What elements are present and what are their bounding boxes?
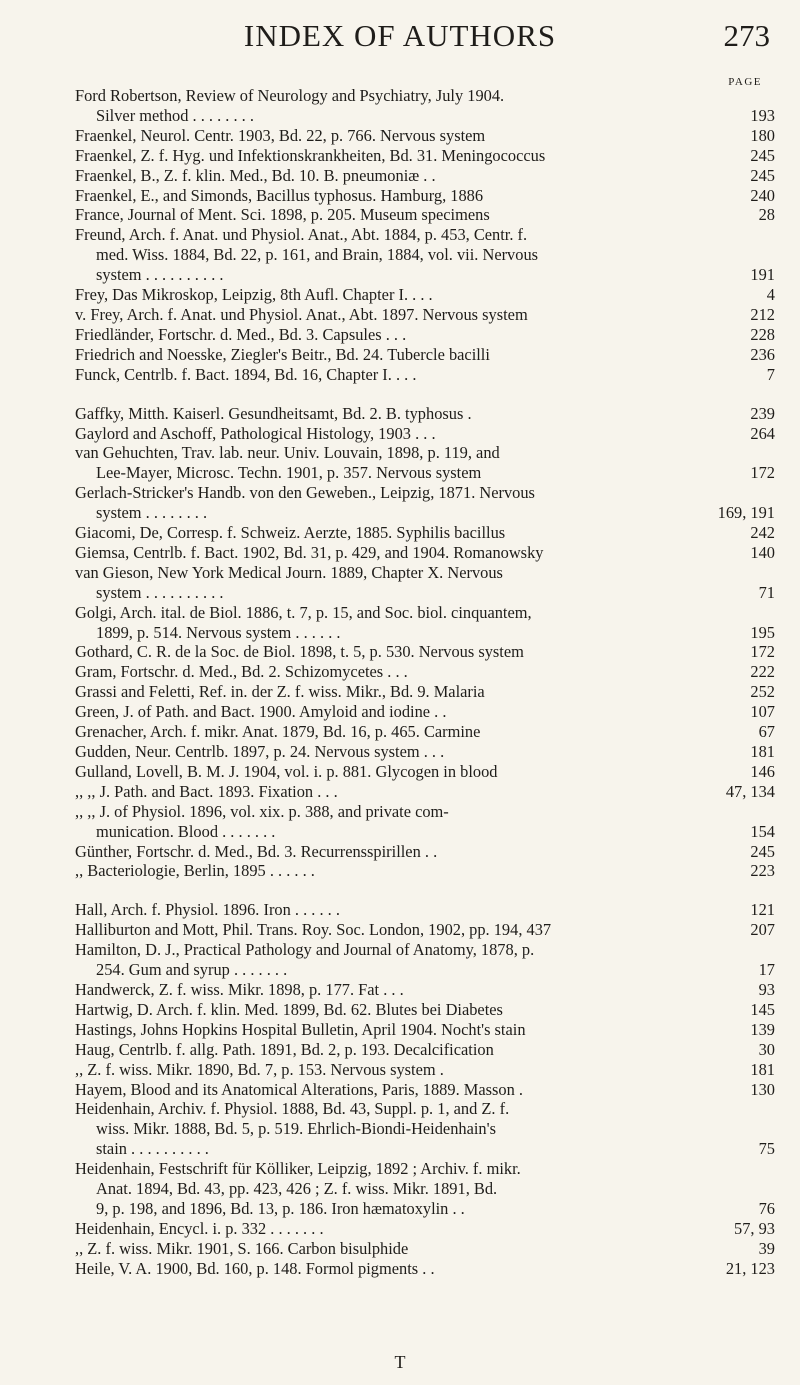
entry-page-ref: 172: [750, 642, 775, 662]
entry-text: Heile, V. A. 1900, Bd. 160, p. 148. Formol pigments . .: [75, 1258, 435, 1278]
entry-text: Gaffky, Mitth. Kaiserl. Gesundheitsamt, Bd. 2. B. typhosus .: [75, 403, 472, 423]
entry-text: munication. Blood . . . . . . .: [96, 821, 276, 841]
index-entry: [75, 603, 775, 643]
entry-page-ref: 75: [758, 1139, 775, 1159]
index-entry: [75, 166, 775, 186]
running-head: [0, 18, 800, 58]
entry-page-ref: 172: [750, 463, 775, 483]
index-entry: [75, 305, 775, 325]
entry-text: Hall, Arch. f. Physiol. 1896. Iron . . . . . .: [75, 900, 340, 920]
index-entry: [75, 722, 775, 742]
entry-page-ref: 191: [750, 265, 775, 285]
entry-page-ref: 17: [758, 960, 775, 980]
index-entry: [75, 642, 775, 662]
entry-text: France, Journal of Ment. Sci. 1898, p. 205. Museum specimens: [75, 205, 490, 225]
index-entry: [75, 365, 775, 385]
entry-text: Fraenkel, Neurol. Centr. 1903, Bd. 22, p. 766. Nervous system: [75, 125, 486, 145]
index-entry: [75, 1219, 775, 1239]
index-section: [75, 900, 775, 1278]
index-entry: [75, 802, 775, 842]
index-entry: [75, 325, 775, 345]
entry-page-ref: 193: [750, 105, 775, 125]
index-entry: [75, 782, 775, 802]
entry-text: van Gehuchten, Trav. lab. neur. Univ. Louvain, 1898, p. 119, and: [75, 443, 500, 463]
entry-page-ref: 252: [750, 682, 775, 702]
index-entry: [75, 345, 775, 365]
index-entry: [75, 861, 775, 881]
entry-text: wiss. Mikr. 1888, Bd. 5, p. 519. Ehrlich-Biondi-Heidenhain's: [96, 1119, 496, 1139]
entry-page-ref: 212: [750, 304, 775, 324]
entry-text: Silver method . . . . . . . .: [96, 105, 254, 125]
entry-page-ref: 236: [750, 344, 775, 364]
entry-text: Funck, Centrlb. f. Bact. 1894, Bd. 16, Chapter I. . . .: [75, 364, 417, 384]
entry-page-ref: 39: [758, 1238, 775, 1258]
entry-page-ref: 181: [750, 1059, 775, 1079]
index-section: [75, 86, 775, 385]
entry-page-ref: 240: [750, 185, 775, 205]
index-entry: [75, 940, 775, 980]
index-entry: [75, 762, 775, 782]
entry-page-ref: 47, 134: [725, 781, 775, 801]
entry-page-ref: 222: [750, 662, 775, 682]
entry-text: Fraenkel, B., Z. f. klin. Med., Bd. 10. B. pneumoniæ . .: [75, 165, 436, 185]
entry-text: Friedländer, Fortschr. d. Med., Bd. 3. Capsules . . .: [75, 324, 407, 344]
entry-text: system . . . . . . . . . .: [96, 582, 224, 602]
entry-page-ref: 57, 93: [734, 1218, 775, 1238]
index-entry: [75, 563, 775, 603]
entry-text: system . . . . . . . . . .: [96, 265, 224, 285]
index-entry: [75, 900, 775, 920]
entry-page-ref: 239: [750, 403, 775, 423]
entry-text: stain . . . . . . . . . .: [96, 1139, 209, 1159]
page-column-label: PAGE: [728, 76, 762, 88]
entry-page-ref: 195: [750, 622, 775, 642]
entry-text: Fraenkel, Z. f. Hyg. und Infektionskrankheiten, Bd. 31. Meningococcus: [75, 145, 546, 165]
signature-mark: T: [394, 1352, 406, 1372]
index-entry: [75, 1040, 775, 1060]
entry-text: Hayem, Blood and its Anatomical Alterations, Paris, 1889. Masson .: [75, 1079, 523, 1099]
entry-text: Gothard, C. R. de la Soc. de Biol. 1898, t. 5, p. 530. Nervous system: [75, 642, 524, 662]
index-entry: [75, 742, 775, 762]
entry-text: Gudden, Neur. Centrlb. 1897, p. 24. Nervous system . . .: [75, 742, 445, 761]
entry-text: Freund, Arch. f. Anat. und Physiol. Anat., Abt. 1884, p. 453, Centr. f.: [75, 225, 528, 245]
entry-page-ref: 93: [758, 979, 775, 999]
entry-text: 9, p. 198, and 1896, Bd. 13, p. 186. Iron hæmatoxylin . .: [96, 1198, 465, 1218]
entry-page-ref: 76: [758, 1198, 775, 1218]
entry-text: Golgi, Arch. ital. de Biol. 1886, t. 7, p. 15, and Soc. biol. cinquantem,: [75, 602, 532, 622]
entry-text: Anat. 1894, Bd. 43, pp. 423, 426 ; Z. f. wiss. Mikr. 1891, Bd.: [96, 1179, 498, 1199]
entry-page-ref: 223: [750, 861, 775, 881]
index-entry: [75, 543, 775, 563]
entry-text: v. Frey, Arch. f. Anat. und Physiol. Anat., Abt. 1897. Nervous system: [75, 304, 528, 324]
index-section: [75, 404, 775, 882]
index-entry: [75, 86, 775, 126]
entry-text: Hartwig, D. Arch. f. klin. Med. 1899, Bd. 62. Blutes bei Diabetes: [75, 999, 503, 1019]
index-entry: [75, 285, 775, 305]
entry-text: Hamilton, D. J., Practical Pathology and Journal of Anatomy, 1878, p.: [75, 940, 535, 960]
entry-page-ref: 245: [750, 165, 775, 185]
entry-text: Heidenhain, Encycl. i. p. 332 . . . . . . .: [75, 1218, 324, 1238]
entry-page-ref: 228: [750, 324, 775, 344]
index-entry: [75, 424, 775, 444]
index-entry: [75, 146, 775, 166]
page-number: 273: [723, 18, 770, 53]
entry-page-ref: 140: [750, 542, 775, 562]
entry-text: Grenacher, Arch. f. mikr. Anat. 1879, Bd. 16, p. 465. Carmine: [75, 722, 481, 742]
entry-text: Grassi and Feletti, Ref. in. der Z. f. wiss. Mikr., Bd. 9. Malaria: [75, 682, 485, 702]
entry-page-ref: 4: [766, 285, 775, 305]
entry-text: Frey, Das Mikroskop, Leipzig, 8th Aufl. Chapter I. . . .: [75, 285, 433, 305]
index-entry: [75, 920, 775, 940]
index-entry: [75, 980, 775, 1000]
index-entry: [75, 1099, 775, 1159]
entry-page-ref: 67: [758, 722, 775, 742]
index-entry: [75, 1159, 775, 1219]
index-entry: [75, 702, 775, 722]
index-entry: [75, 205, 775, 225]
entry-page-ref: 181: [750, 742, 775, 761]
entry-page-ref: 107: [750, 702, 775, 722]
index-entry: [75, 404, 775, 424]
entry-page-ref: 21, 123: [725, 1258, 775, 1278]
entry-page-ref: 145: [750, 999, 775, 1019]
entry-text: Hastings, Johns Hopkins Hospital Bulletin, April 1904. Nocht's stain: [75, 1019, 526, 1039]
entry-text: Giemsa, Centrlb. f. Bact. 1902, Bd. 31, p. 429, and 1904. Romanowsky: [75, 542, 544, 562]
entry-page-ref: 169, 191: [717, 503, 775, 523]
index-entry: [75, 1259, 775, 1279]
entry-text: Lee-Mayer, Microsc. Techn. 1901, p. 357. Nervous system: [96, 463, 482, 483]
entry-page-ref: 264: [750, 423, 775, 443]
index-entry: [75, 1000, 775, 1020]
entry-text: Halliburton and Mott, Phil. Trans. Roy. Soc. London, 1902, pp. 194, 437: [75, 920, 552, 940]
index-entry: [75, 186, 775, 206]
entry-text: Green, J. of Path. and Bact. 1900. Amyloid and iodine . .: [75, 702, 447, 722]
entry-text: Gerlach-Stricker's Handb. von den Geweben., Leipzig, 1871. Nervous: [75, 483, 535, 503]
entry-page-ref: 242: [750, 523, 775, 543]
index-entry: [75, 842, 775, 862]
entry-text: Ford Robertson, Review of Neurology and Psychiatry, July 1904.: [75, 86, 505, 105]
index-entry: [75, 662, 775, 682]
entry-text: Heidenhain, Festschrift für Kölliker, Leipzig, 1892 ; Archiv. f. mikr.: [75, 1159, 521, 1179]
entry-text: Gram, Fortschr. d. Med., Bd. 2. Schizomycetes . . .: [75, 662, 408, 682]
page-title: INDEX OF AUTHORS: [243, 18, 557, 53]
index-entry: [75, 1239, 775, 1259]
index-entry: [75, 225, 775, 285]
entry-text: ,, Z. f. wiss. Mikr. 1901, S. 166. Carbon bisulphide: [75, 1238, 409, 1258]
entry-text: 254. Gum and syrup . . . . . . .: [96, 960, 288, 980]
entry-text: system . . . . . . . .: [96, 503, 208, 523]
index-entry: [75, 1020, 775, 1040]
entry-text: ,, ,, J. Path. and Bact. 1893. Fixation . . .: [75, 781, 338, 801]
entry-text: Friedrich and Noesske, Ziegler's Beitr., Bd. 24. Tubercle bacilli: [75, 344, 490, 364]
entry-page-ref: 207: [750, 920, 775, 940]
entry-text: Gulland, Lovell, B. M. J. 1904, vol. i. p. 881. Glycogen in blood: [75, 761, 498, 781]
index-entry: [75, 443, 775, 483]
index-entry: [75, 1060, 775, 1080]
index-entry: [75, 126, 775, 146]
entry-text: ,, Bacteriologie, Berlin, 1895 . . . . . .: [75, 861, 315, 881]
entry-text: Giacomi, De, Corresp. f. Schweiz. Aerzte, 1885. Syphilis bacillus: [75, 523, 506, 543]
entry-page-ref: 71: [758, 582, 775, 602]
entry-page-ref: 7: [766, 364, 775, 384]
entry-text: Haug, Centrlb. f. allg. Path. 1891, Bd. 2, p. 193. Decalcification: [75, 1039, 494, 1059]
entry-text: med. Wiss. 1884, Bd. 22, p. 161, and Brain, 1884, vol. vii. Nervous: [96, 245, 539, 265]
entry-text: van Gieson, New York Medical Journ. 1889, Chapter X. Nervous: [75, 562, 503, 582]
entry-text: Handwerck, Z. f. wiss. Mikr. 1898, p. 177. Fat . . .: [75, 979, 404, 999]
entry-text: Heidenhain, Archiv. f. Physiol. 1888, Bd. 43, Suppl. p. 1, and Z. f.: [75, 1099, 510, 1119]
entry-page-ref: 139: [750, 1019, 775, 1039]
entry-page-ref: 180: [750, 125, 775, 145]
index-sections: [75, 86, 775, 1298]
entry-text: ,, ,, J. of Physiol. 1896, vol. xix. p. 388, and private com-: [75, 801, 449, 821]
index-entry: [75, 523, 775, 543]
index-entry: [75, 682, 775, 702]
entry-page-ref: 154: [750, 821, 775, 841]
entry-page-ref: 146: [750, 761, 775, 781]
entry-text: ,, Z. f. wiss. Mikr. 1890, Bd. 7, p. 153. Nervous system .: [75, 1059, 444, 1079]
entry-page-ref: 30: [758, 1039, 775, 1059]
index-entry: [75, 1080, 775, 1100]
entry-page-ref: 245: [750, 145, 775, 165]
entry-page-ref: 28: [758, 205, 775, 225]
entry-page-ref: 121: [750, 900, 775, 920]
entry-text: Günther, Fortschr. d. Med., Bd. 3. Recurrensspirillen . .: [75, 841, 438, 861]
entry-text: Fraenkel, E., and Simonds, Bacillus typhosus. Hamburg, 1886: [75, 185, 484, 205]
index-entry: [75, 483, 775, 523]
entry-text: 1899, p. 514. Nervous system . . . . . .: [96, 622, 341, 642]
entry-page-ref: 245: [750, 841, 775, 861]
entry-text: Gaylord and Aschoff, Pathological Histology, 1903 . . .: [75, 423, 436, 443]
entry-page-ref: 130: [750, 1079, 775, 1099]
